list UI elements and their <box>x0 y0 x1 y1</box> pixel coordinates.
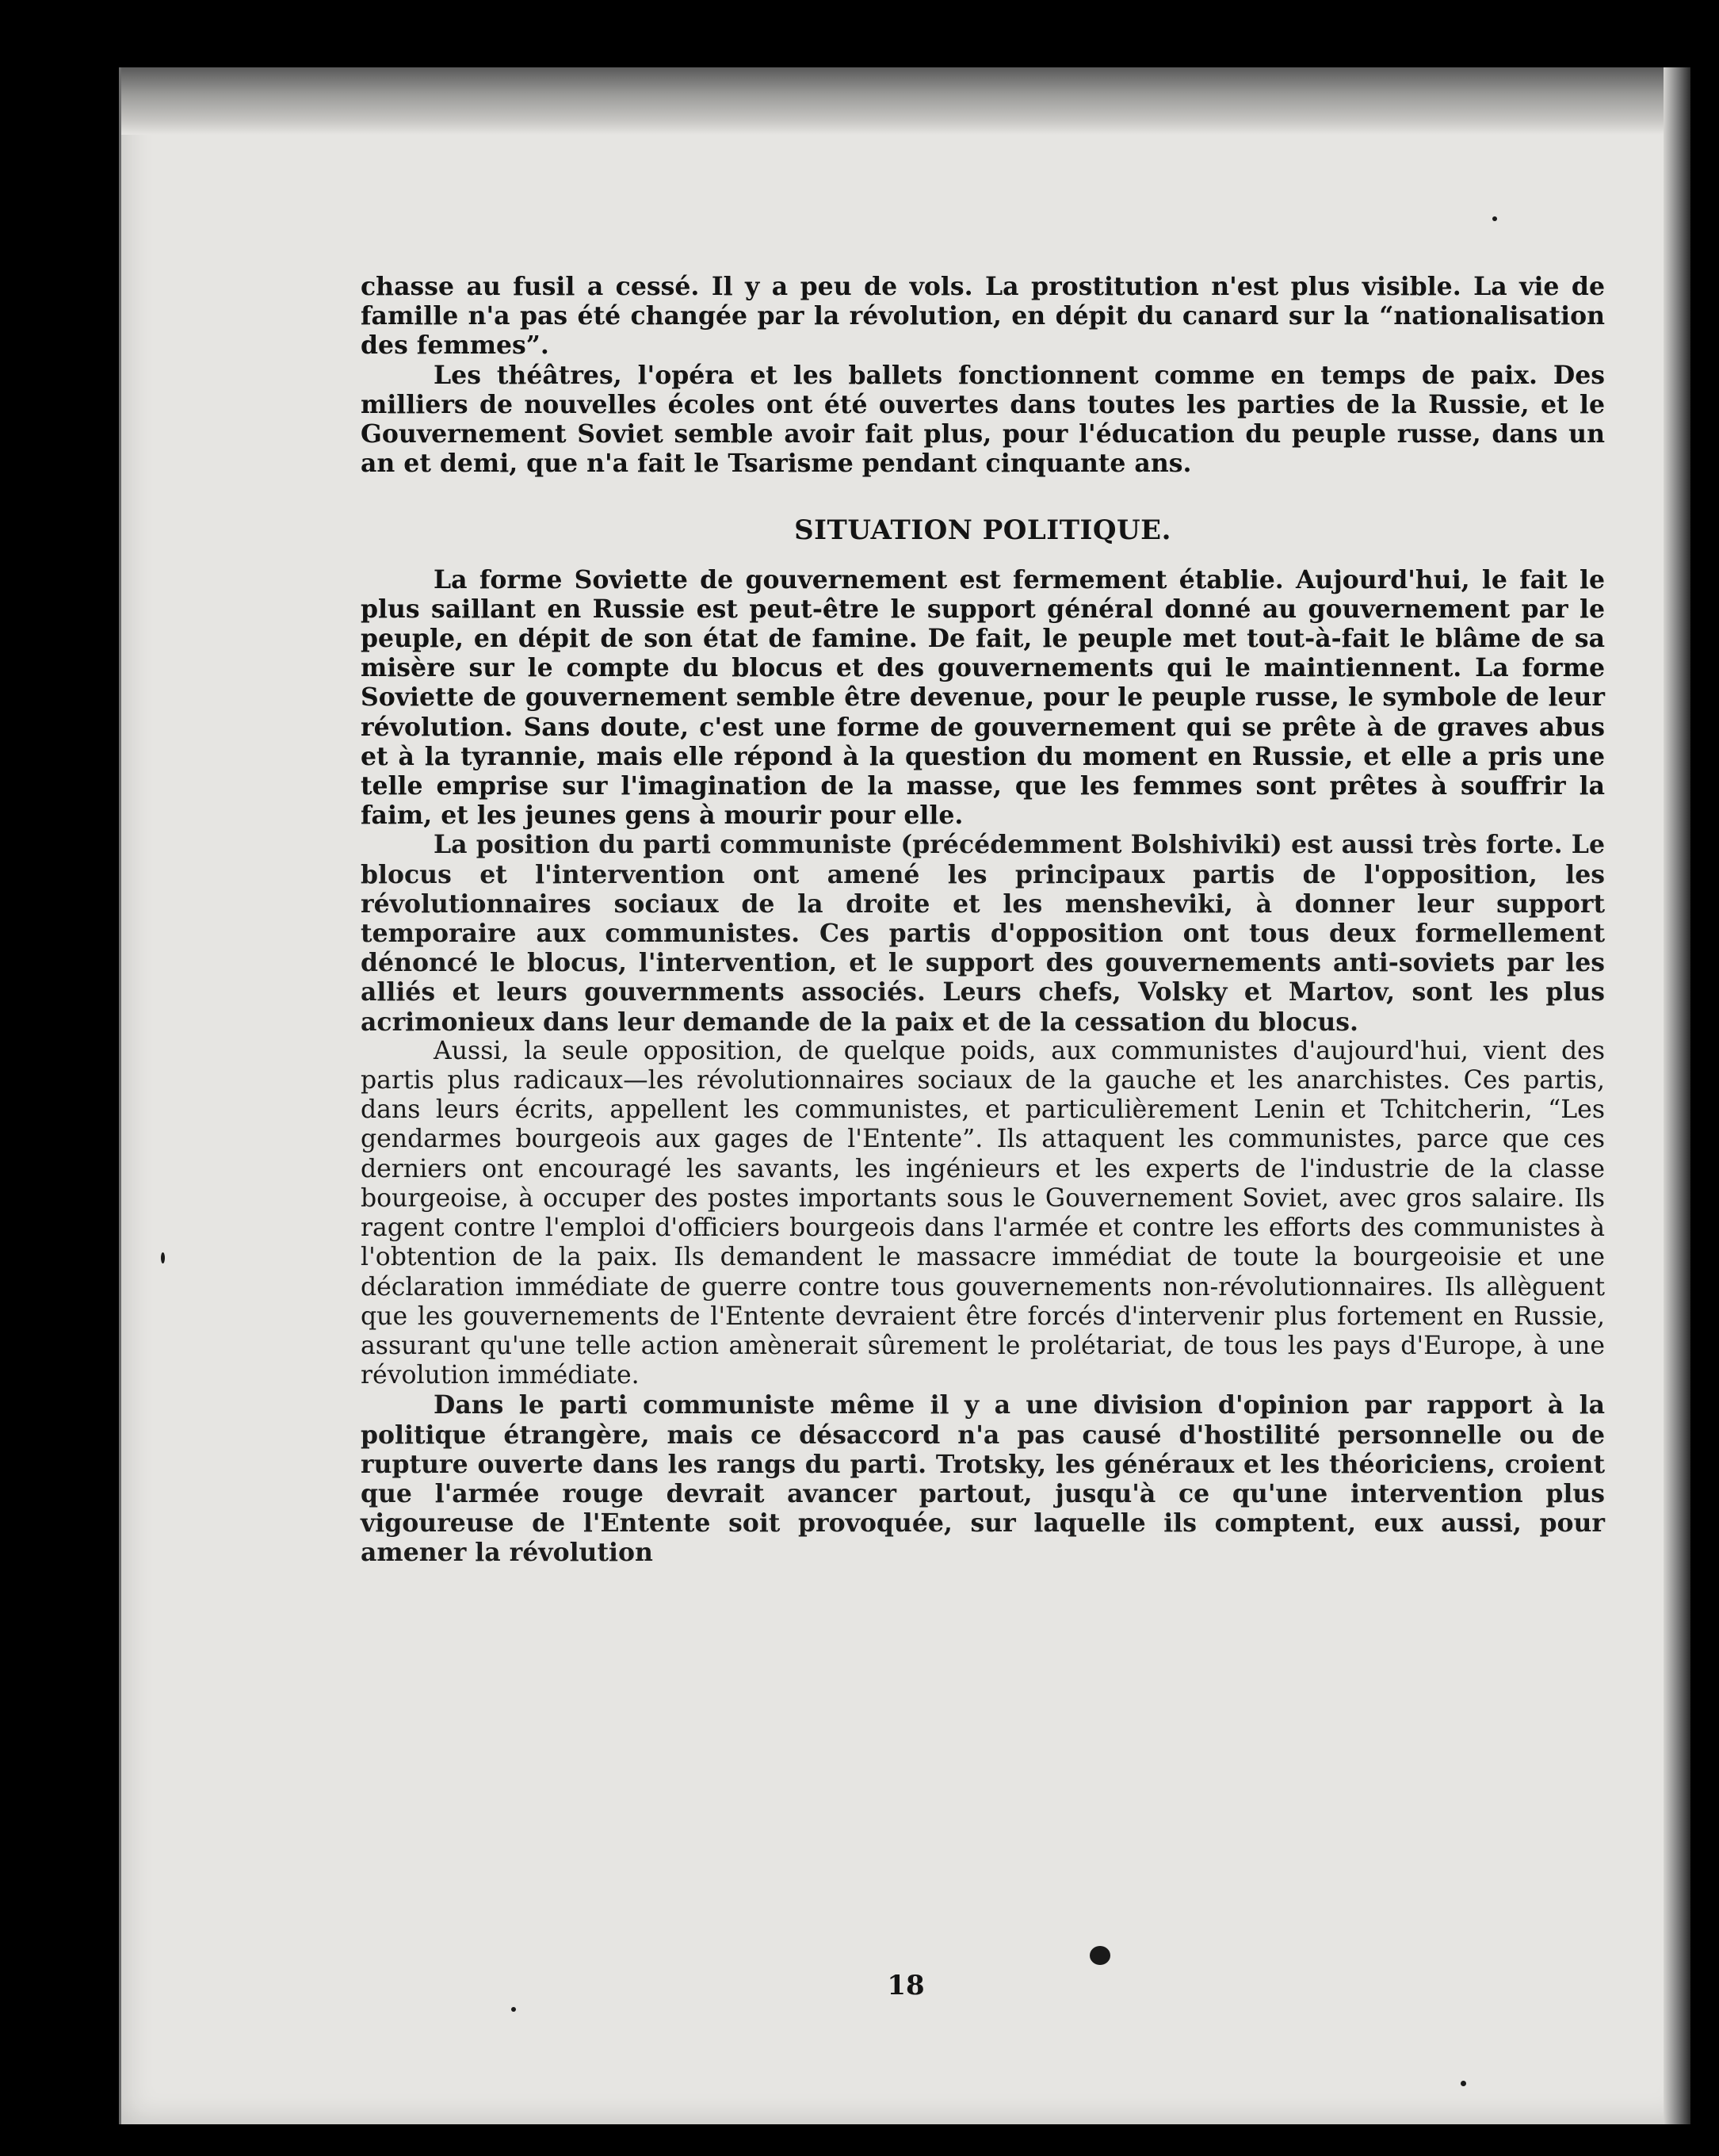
ink-speck <box>1461 2081 1466 2086</box>
paragraph-main-4: Dans le parti communiste même il y a une division d'opinion par rapport à la politique étrangère, mais ce désaccord n'a pas causé d'hostilité personnelle ou de rupture ouverte dans les rangs du parti. Trotsky, les généraux et les théoriciens, croient que l'armée rouge devrait avancer partout, jusqu'à ce qu'une intervention plus vigoureuse de l'Entente soit provoquée, sur laquelle ils comptent, eux aussi, pour amener la révolution <box>361 1390 1605 1568</box>
scan-top-shadow <box>121 67 1690 135</box>
ink-speck <box>161 1252 165 1263</box>
paragraph-main-2: La position du parti communiste (précédemment Bolshiviki) est aussi très forte. Le blocus et l'intervention ont amené les principaux partis de l'opposition, les révolutionnaires sociaux de la droite et les mensheviki, à donner leur support temporaire aux communistes. Ces partis d'opposition ont tous deux formellement dénoncé le blocus, l'intervention, et le support des gouvernements anti-soviets par les alliés et leurs gouvernments associés. Leurs chefs, Volsky et Martov, sont les plus acrimonieux dans leur demande de la paix et de la cessation du blocus. <box>361 830 1605 1037</box>
paragraph-main-3: Aussi, la seule opposition, de quelque poids, aux communistes d'aujourd'hui, vient des partis plus radicaux—les révolutionnaires sociaux de la gauche et les anarchistes. Ces partis, dans leurs écrits, appellent les communistes, et particulièrement Lenin et Tchitcherin, “Les gendarmes bourgeois aux gages de l'Entente”. Ils attaquent les communistes, parce que ces derniers ont encouragé les savants, les ingénieurs et les experts de l'industrie de la classe bourgeoise, à occuper des postes importants sous le Gouvernement Soviet, avec gros salaire. Ils ragent contre l'emploi d'officiers bourgeois dans l'armée et contre les efforts des communistes à l'obtention de la paix. Ils demandent le massacre immédiat de toute la bourgeoisie et une déclaration immédiate de guerre contre tous gouvernements non-révolutionnaires. Ils allèguent que les gouvernements de l'Entente devraient être forcés d'intervenir plus fortement en Russie, assurant qu'une telle action amènerait sûrement le prolétariat, de tous les pays d'Europe, à une révolution immédiate. <box>361 1036 1605 1390</box>
scan-right-edge <box>1664 67 1690 2124</box>
paragraph-main-1: La forme Soviette de gouvernement est fermement établie. Aujourd'hui, le fait le plus saillant en Russie est peut-être le support général donné au gouvernement par le peuple, en dépit de son état de famine. De fait, le peuple met tout-à-fait le blâme de sa misère sur le compte du blocus et des gouvernements qui le maintiennent. La forme Soviette de gouvernement semble être devenue, pour le peuple russe, le symbole de leur révolution. Sans doute, c'est une forme de gouvernement qui se prête à de graves abus et à la tyrannie, mais elle répond à la question du moment en Russie, et elle a pris une telle emprise sur l'imagination de la masse, que les femmes sont prêtes à souffrir la faim, et les jeunes gens à mourir pour elle. <box>361 564 1605 831</box>
paragraph-top-2: Les théâtres, l'opéra et les ballets fonctionnent comme en temps de paix. Des milliers de nouvelles écoles ont été ouvertes dans toutes les parties de la Russie, et le Gouvernement Soviet semble avoir fait plus, pour l'éducation du peuple russe, dans un an et demi, que n'a fait le Tsarisme pendant cinquante ans. <box>361 360 1605 479</box>
section-heading: SITUATION POLITIQUE. <box>794 514 1171 547</box>
ink-speck <box>1492 216 1497 221</box>
page-text <box>361 272 1605 1568</box>
ink-speck <box>511 2007 516 2012</box>
paper-sheet <box>119 67 1690 2124</box>
paragraph-top-1: chasse au fusil a cessé. Il y a peu de vols. La prostitution n'est plus visible. La vie de famille n'a pas été changée par la révolution, en dépit du canard sur la “nationalisation des femmes”. <box>361 272 1605 361</box>
ink-speck <box>1090 1946 1110 1965</box>
page-number: 18 <box>887 1970 925 2001</box>
